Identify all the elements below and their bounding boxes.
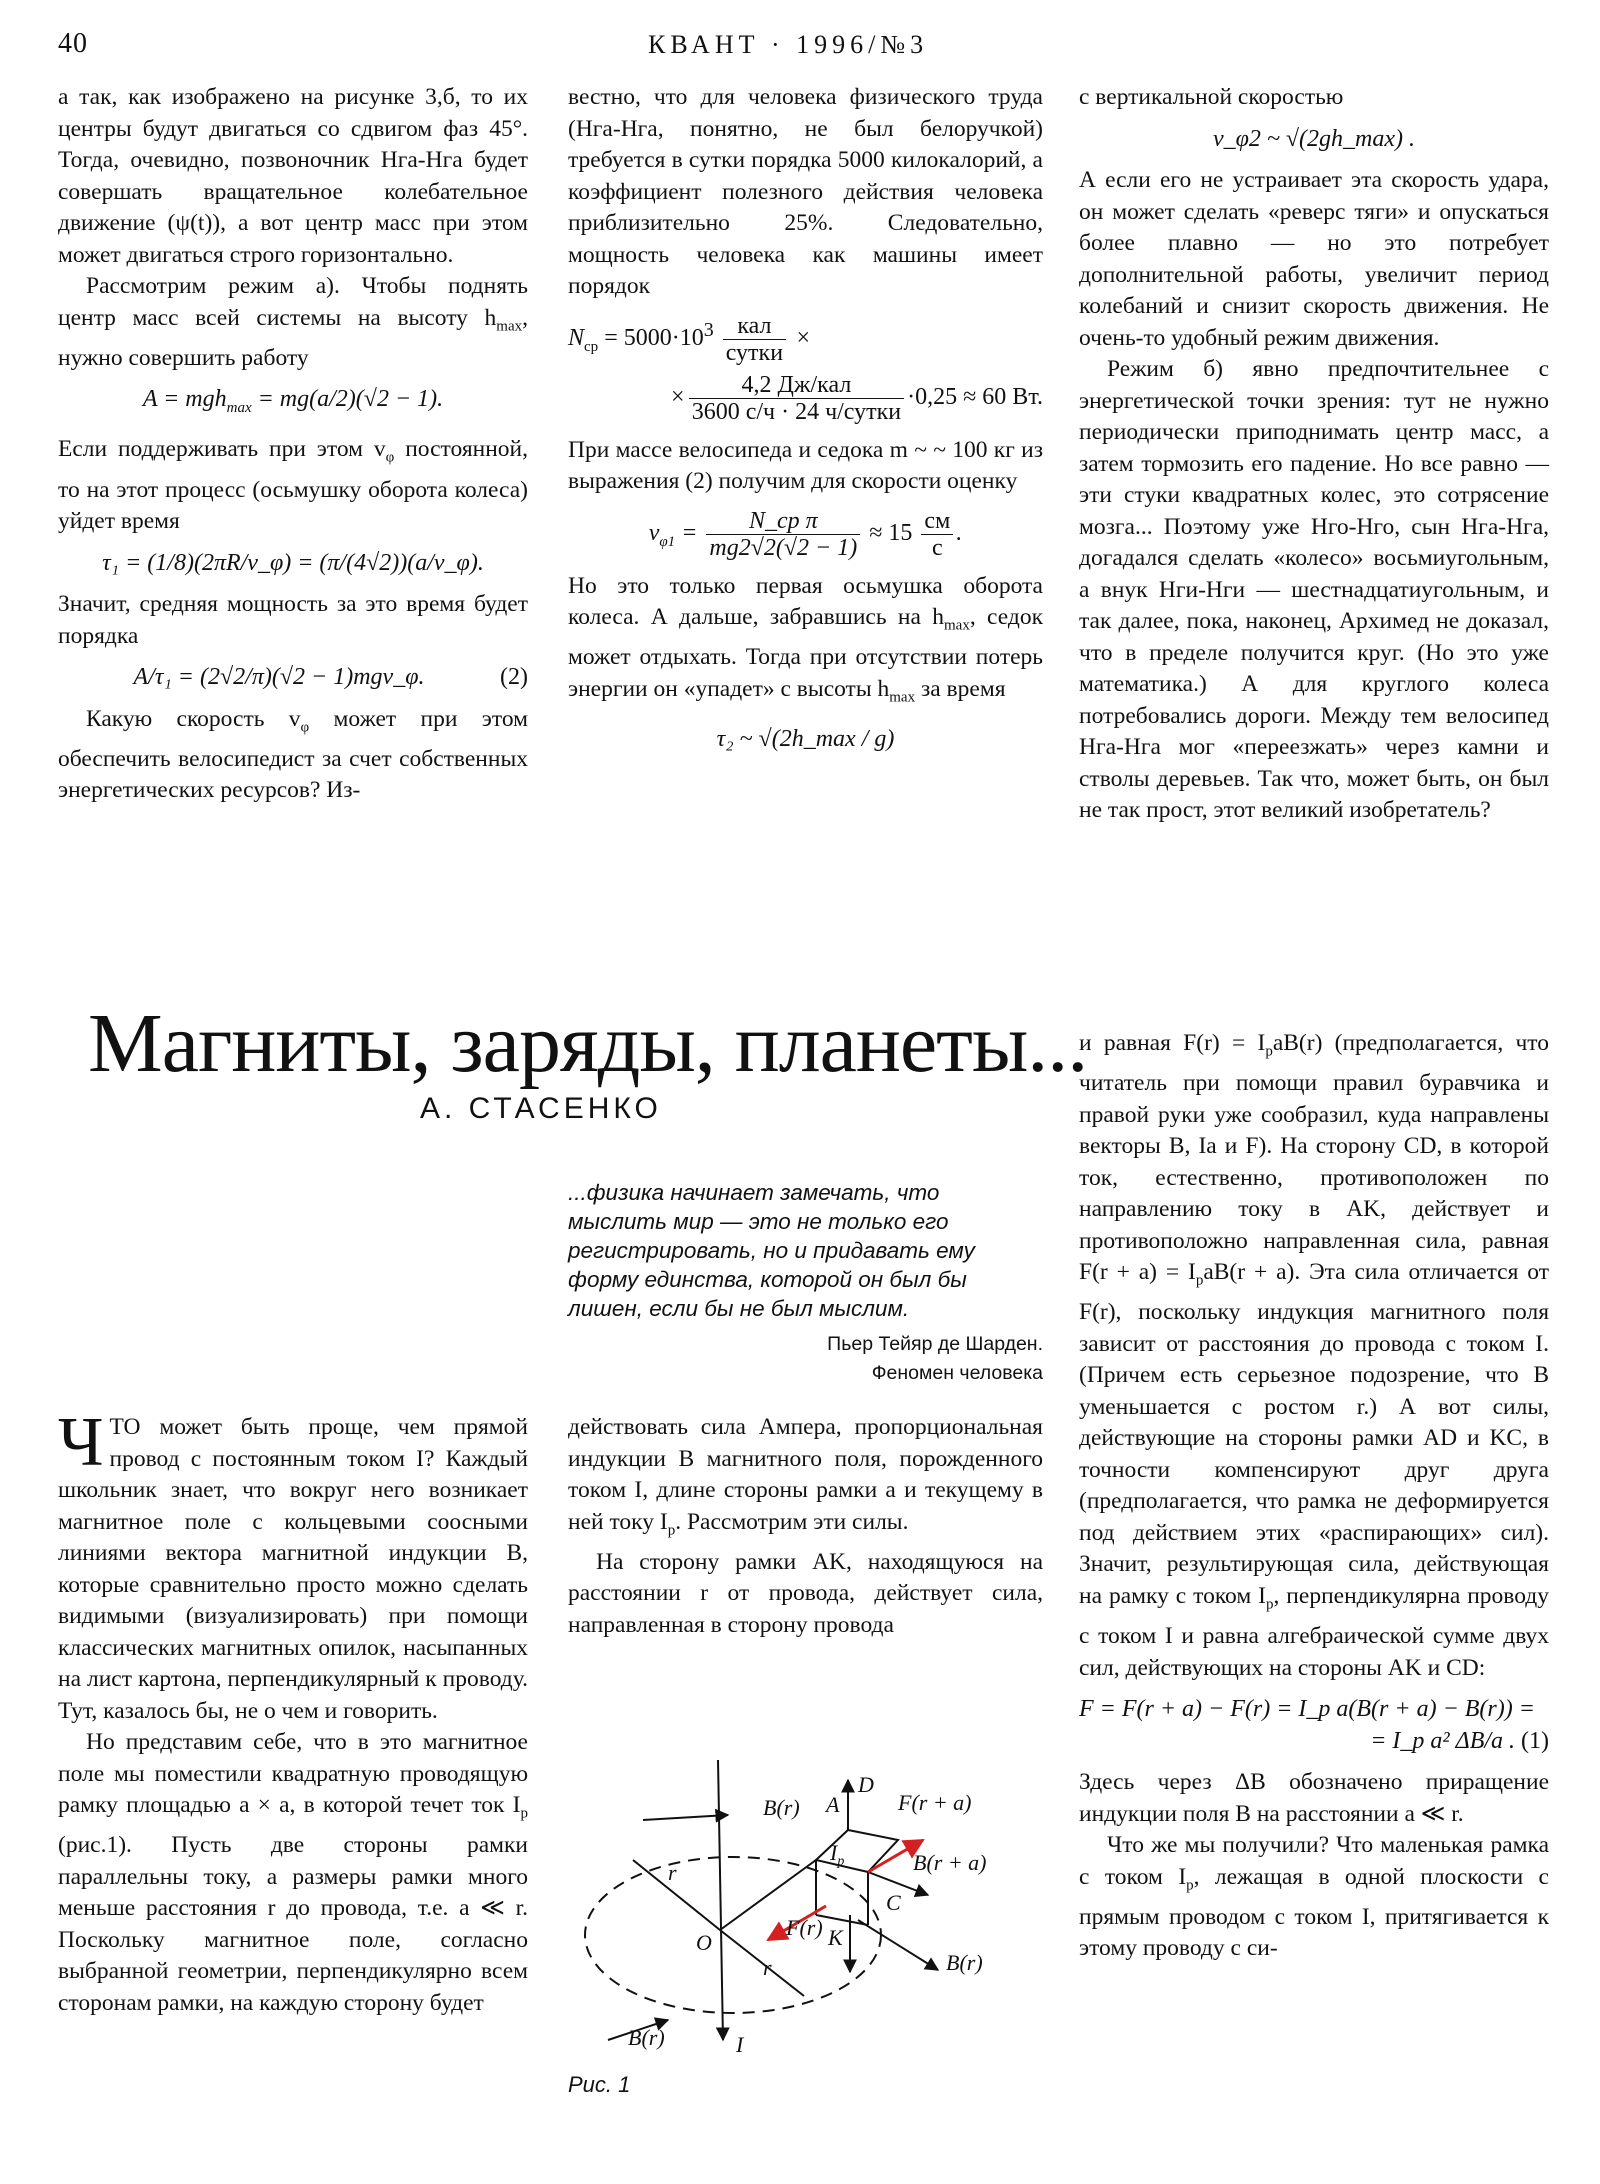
paragraph: Режим б) явно предпочтительнее с энергетической точки зрения: тут не нужно периодически приподнимать центр масс, а затем тормозить его падение. Но все равно — эти стуки квадратных колес, это сотрясение мозга... Поэтому уже Нго-Нго, сын Нга-Нга, догадался сделать «колесо» восьмиугольным, а внук Нги-Нги — шестнадцатиугольным, и так далее, пока, наконец, Архимед не доказал, что в пределе получится круг. (Но это уже математика.) А для круглого колеса потребовались дороги. Между тем велосипед Нга-Нга мог «переезжать» через камни и стволы деревьев. Так что, может быть, он был не так прост, этот великий изобретатель? [1079, 356, 1549, 823]
paragraph: При массе велосипеда и седока m ~ ~ 100 кг из выражения (2) получим для скорости оценку [568, 436, 1043, 494]
article-column-2 [568, 1412, 1043, 1641]
article-author: А. СТАСЕНКО [420, 1092, 662, 1125]
formula-speed-1: $v_{\varphi 1}$ = $\frac{\text{N\_ср π}}{mg2√2(√2 - 1)}$ ≈ 15 $\frac{см}{с}$ . [648, 507, 963, 561]
label-c: C [886, 1890, 901, 1915]
paragraph: Если поддерживать при этом $v_\varphi$ постоянной, то на этот процесс (осьмушку оборота колеса) уйдет время [58, 436, 528, 535]
wire [718, 1760, 723, 2040]
epigraph-author: Пьер Тейяр де Шарден. [827, 1333, 1043, 1355]
paragraph: Значит, средняя мощность за это время будет порядка [58, 591, 528, 649]
article-title: Магниты, заряды, планеты... [88, 997, 1088, 1090]
label-r1: r [668, 1860, 677, 1885]
formula-vertical-speed: v_φ2 ~ √(2gh_max) . [1212, 125, 1416, 152]
label-r2: r [763, 1955, 772, 1980]
page-number: 40 [58, 28, 88, 59]
label-b-right: B(r) [946, 1950, 983, 1975]
formula-resultant-force: F = F(r + a) − F(r) = I_р a(B(r + a) − B(r)) = = I_р a² ΔB/a . (1) [1079, 1696, 1549, 1754]
label-b-top: B(r) [763, 1795, 800, 1820]
article-column-3 [1079, 1028, 1549, 1965]
label-d: D [858, 1772, 874, 1797]
formula-time: τ₁ = (1/8)(2πR/v_φ) = (π/(4√2))(a/v_φ). [102, 549, 484, 576]
paragraph: действовать сила Ампера, пропорциональная индукции B магнитного поля, порожденного током I, длине стороны рамки a и текущему в ней току $I_р$. Рассмотрим эти силы. [568, 1414, 1043, 1539]
paragraph: Но представим себе, что в это магнитное поле мы поместили квадратную проводящую рамку площадью a × a, в которой течет ток $I_р$ (рис.1). Пусть две стороны рамки параллельны току, а размеры рамки много меньше расстояния r до провода, т.е. a ≪ r. Поскольку магнитное поле, согласно выбранной геометрии, перпендикулярно всем сторонам рамки, на каждую сторону будет [58, 1729, 528, 2016]
top-column-3 [1079, 82, 1549, 827]
paragraph: Какую скорость $v_\varphi$ может при этом обеспечить велосипедист за счет собственных энергетических ресурсов? Из- [58, 705, 529, 804]
epigraph-attribution [700, 1330, 1043, 1388]
formula-power: A/τ₁ = (2√2/π)(√2 − 1)mgv_φ. (2) [133, 664, 528, 691]
epigraph-source: Феномен человека [871, 1362, 1043, 1384]
paragraph: вестно, что для человека физического труда (Нга-Нга, понятно, не был белоручкой) требуется в сутки порядка 5000 килокалорий, а коэффициент полезного действия человека приблизительно 25%. Следовательно, мощность человека как машины имеет порядок [568, 84, 1043, 299]
label-o: O [696, 1930, 712, 1955]
paragraph: ЧТО может быть проще, чем прямой провод с постоянным током I? Каждый школьник знает, что вокруг него возникает магнитное поле с кольцевыми соосными линиями вектора магнитной индукции B, которые сравнительно просто можно сделать видимыми (визуализировать) при помощи классических магнитных опилок, насыпанных на лист картона, перпендикулярный к проводу. Тут, казалось бы, не о чем и говорить. [58, 1404, 528, 1724]
paragraph: и равная $F(r) = I_рaB(r)$ (предполагается, что читатель при помощи правил буравчика и правой руки уже сообразил, куда направлены векторы B, Ia и F). На сторону CD, в которой ток, естественно, противоположен по направлению току в AK, действует и противоположно направленная сила, равная $F(r + a) = I_рaB(r + a)$. Эта сила отличается от F(r), поскольку индукция магнитного поля зависит от расстояния до провода с током I. (Причем есть серьезное подозрение, что B уменьшается с ростом r.) А вот силы, действующие на стороны рамки AD и KC, в точности компенсируют друг друга (предполагается, что рамка не деформируется под действием этих «распирающих» сил). Значит, результирующая сила, действующая на рамку с током $I_р$, перпендикулярна проводу с током I и равна алгебраической сумме двух сил, действующих на стороны AK и CD: [1079, 1030, 1550, 1681]
paragraph: Рассмотрим режим а). Чтобы поднять центр масс всей системы на высоту $h_{max}$, нужно совершить работу [58, 273, 528, 371]
paragraph: Что же мы получили? Что маленькая рамка с током $I_р$, лежащая в одной плоскости с прямым проводом с током I, притягивается к этому проводу с си- [1079, 1832, 1549, 1962]
label-b-ra: B(r + a) [913, 1850, 987, 1875]
label-i: I [736, 2032, 744, 2057]
label-f-ra: F(r + a) [898, 1790, 972, 1815]
label-f-r: F(r) [786, 1915, 823, 1940]
frame [816, 1830, 898, 1872]
figure-wire-frame [568, 1700, 1048, 2070]
running-head: КВАНТ · 1996/№3 [648, 30, 929, 59]
formula-human-power: $N_{ср} = 5000\cdot 10^3$ $\frac{\text{кал}}{\text{сутки}}$ × × $\frac{\text{4,2 Дж/кал}}{\text{3600 с/ч · 24 ч/сутки}}$ ·0,25 ≈ 60 Вт. [568, 312, 1043, 425]
paragraph: А если его не устраивает эта скорость удара, он может сделать «реверс тяги» и опускаться более плавно — но это потребует дополнительной работы, увеличит период колебаний и снизит скорость движения. Не очень-то удобный режим движения. [1079, 167, 1549, 351]
top-column-1 [58, 82, 528, 807]
formula-fall-time: τ₂ ~ √(2h_max / g) [716, 725, 895, 752]
paragraph: с вертикальной скоростью [1079, 84, 1344, 110]
paragraph: На сторону рамки AK, находящуюся на расстоянии r от провода, действует сила, направленная в сторону провода [568, 1548, 1043, 1638]
label-a: A [826, 1792, 840, 1817]
label-b-bottom: B(r) [628, 2025, 665, 2050]
epigraph: ...физика начинает замечать, что мыслить мир — это не только его регистрировать, но и придавать ему форму единства, которой он был бы лишен, если бы не был мыслим. [568, 1180, 975, 1321]
label-k: K [828, 1925, 843, 1950]
formula-work: A = mgh$_{max}$ = mg(a/2)(√2 − 1). [142, 386, 444, 416]
figure-caption: Рис. 1 [568, 2072, 631, 2097]
top-column-2 [568, 82, 1043, 765]
paragraph: Здесь через ΔB обозначено приращение индукции поля B на расстоянии a ≪ r. [1079, 1769, 1549, 1827]
drop-cap: Ч [58, 1404, 104, 1481]
paragraph: Но это только первая осьмушка оборота колеса. А дальше, забравшись на $h_{max}$, седок может отдыхать. Тогда при отсутствии потерь энергии он «упадет» с высоты $h_{max}$ за время [568, 572, 1043, 706]
label-ip: $I_р$ [830, 1840, 845, 1869]
article-column-1 [58, 1404, 528, 2019]
paragraph: а так, как изображено на рисунке 3,б, то их центры будут двигаться со сдвигом фаз 45°. Тогда, очевидно, позвоночник Нга-Нга будет совершать вращательное колебательное движение (ψ(t)), а вот центр масс при этом может двигаться строго горизонтально. [58, 84, 528, 268]
